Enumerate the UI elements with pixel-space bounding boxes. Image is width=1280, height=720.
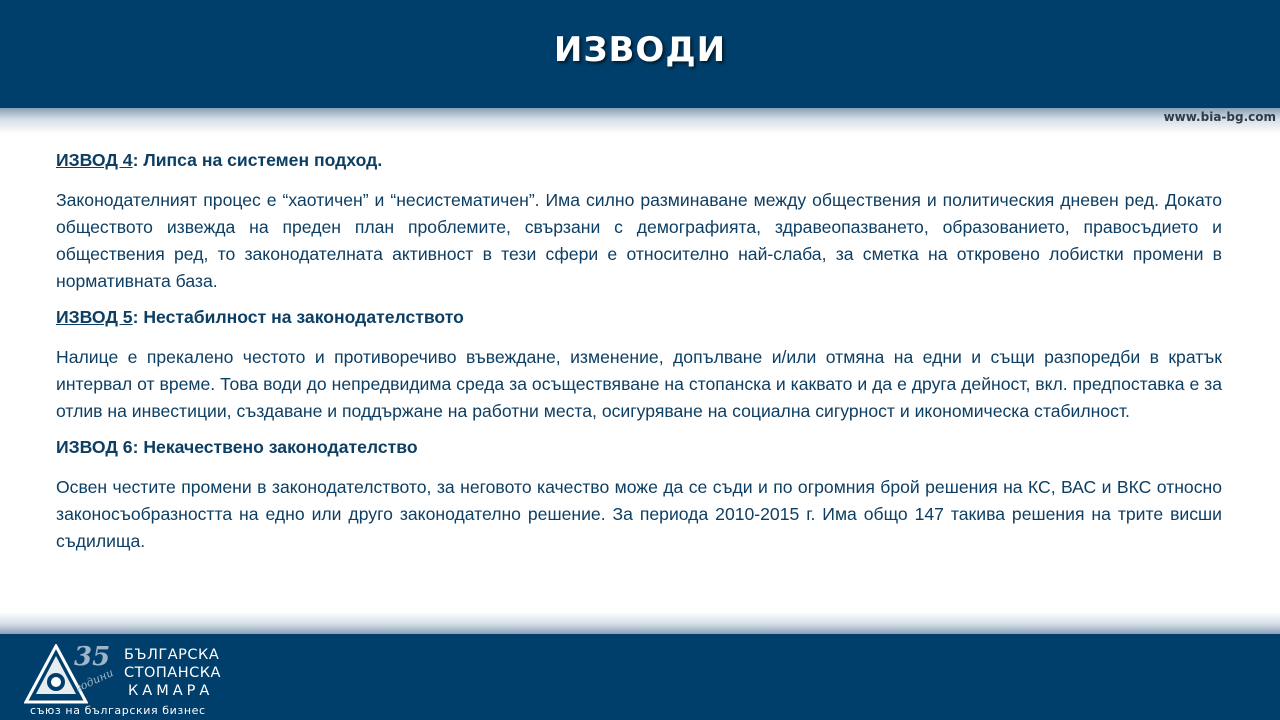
conclusion-4-label: ИЗВОД 4 [56,150,133,170]
slide-title: ИЗВОДИ [553,30,727,70]
logo-line-2: СТОПАНСКА [124,665,221,681]
logo-line-3: КАМАРА [128,683,214,699]
conclusion-6-label: ИЗВОД 6 [56,437,133,457]
website-url: www.bia-bg.com [1163,110,1276,124]
header-gradient [0,108,1280,134]
footer-gradient [0,612,1280,634]
logo-line-1: БЪЛГАРСКА [124,647,220,663]
logo-years: 35 [74,642,111,672]
conclusion-5-heading [56,304,1222,331]
conclusion-6-body: Освен честите промени в законодателството, за неговото качество може да се съди и по огромния брой решения на КС, ВАС и ВКС относно законосъобразността на едно или друго законодателно решение. За периода 2010-2015 г. Има общо 147 такива решения на трите висши съдилища. [56,477,1222,551]
bia-logo [24,640,221,718]
logo-tagline: съюз на българския бизнес [30,704,206,717]
conclusion-6-heading [56,434,1222,461]
conclusion-4-heading [56,147,1222,174]
conclusion-6-title: : Некачествено законодателство [132,437,418,457]
conclusion-4-title: : Липса на системен подход. [132,150,383,170]
logo-years-word: години [73,666,116,695]
conclusion-5-title: : Нестабилност на законодателството [132,307,464,327]
conclusion-5-body: Налице е прекалено честото и противоречиво въвеждане, изменение, допълване и/или отмяна на едни и същи разпоредби в кратък интервал от време. Това води до непредвидима среда за осъществяване на стопанска и каквато и да е друга дейност, вкл. предпоставка е за отлив на инвестиции, създаване и поддържане на работни места, осигуряване на социална сигурност и икономическа стабилност. [56,347,1222,421]
conclusion-4-body: Законодателният процес е “хаотичен” и “несистематичен”. Има силно разминаване между обществения и политическия дневен ред. Докато обществото извежда на преден план проблемите, свързани с демографията, здравеопазването, образованието, правосъдието и обществения ред, то законодателната активност в тези сфери е относително най-слаба, за сметка на откровено лобистки промени в нормативната база. [56,190,1222,291]
content-area [56,147,1222,564]
conclusion-5-label: ИЗВОД 5 [56,307,133,327]
